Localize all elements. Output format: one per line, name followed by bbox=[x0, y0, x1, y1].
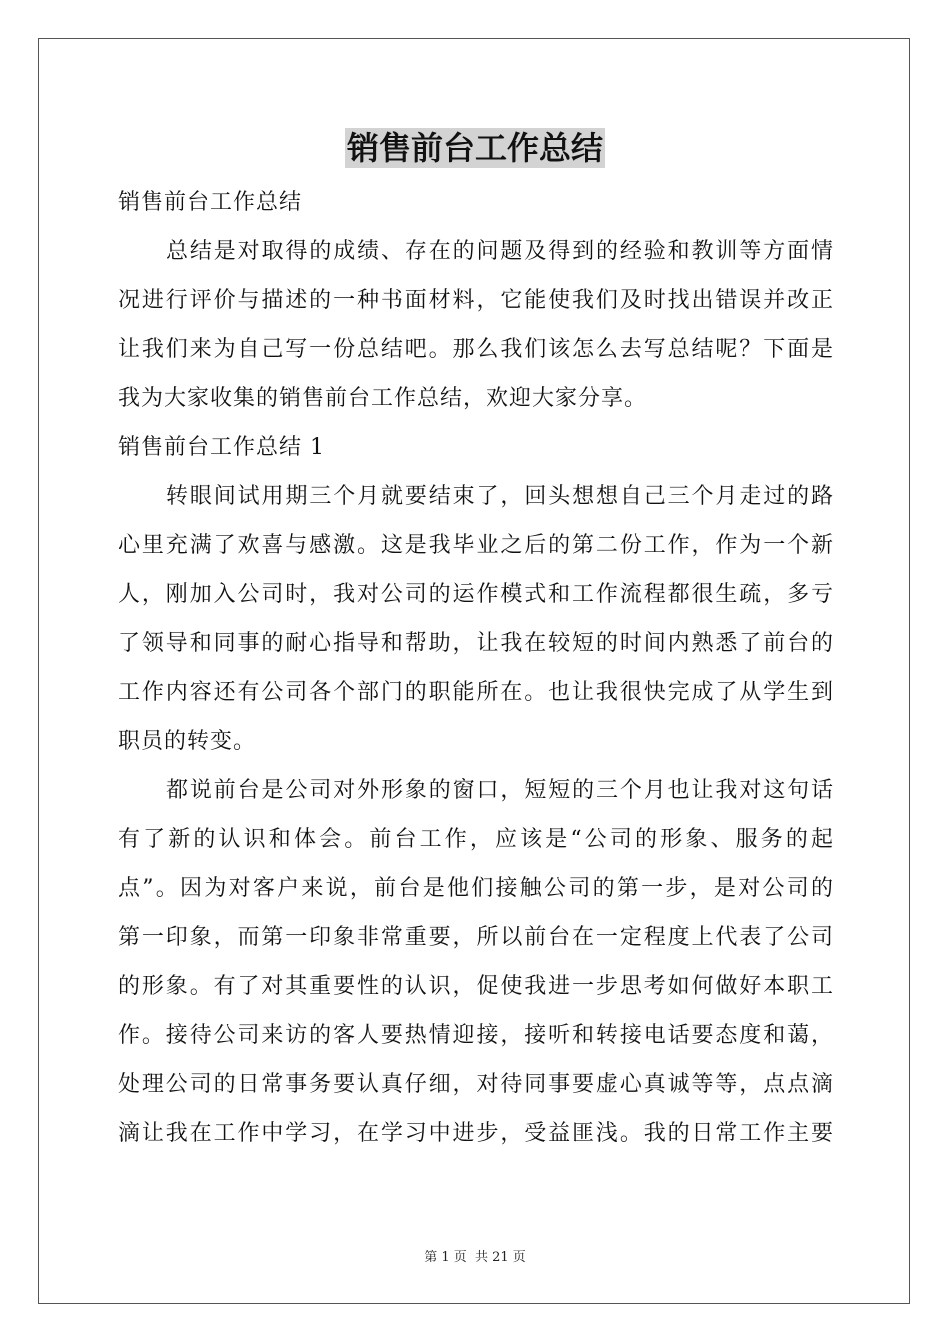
section-heading: 销售前台工作总结 bbox=[118, 190, 303, 215]
text-line: 让我们来为自己写一份总结吧。那么我们该怎么去写总结呢？下面是 bbox=[118, 337, 834, 362]
text-line: 我为大家收集的销售前台工作总结，欢迎大家分享。 bbox=[118, 386, 648, 411]
document-title: 销售前台工作总结 bbox=[346, 129, 603, 167]
page-total: 共 21 页 bbox=[474, 1250, 526, 1265]
document-body bbox=[118, 178, 834, 1158]
text-line: 人，刚加入公司时，我对公司的运作模式和工作流程都很生疏，多亏 bbox=[118, 582, 834, 607]
text-line: 处理公司的日常事务要认真仔细，对待同事要虚心真诚等等，点点滴 bbox=[118, 1072, 834, 1097]
title-container bbox=[0, 128, 950, 168]
text-line: 心里充满了欢喜与感激。这是我毕业之后的第二份工作，作为一个新 bbox=[118, 533, 834, 558]
text-line: 转眼间试用期三个月就要结束了，回头想想自己三个月走过的路 bbox=[166, 484, 834, 509]
text-line: 了领导和同事的耐心指导和帮助，让我在较短的时间内熟悉了前台的 bbox=[118, 631, 834, 656]
text-line: 的形象。有了对其重要性的认识，促使我进一步思考如何做好本职工 bbox=[118, 974, 834, 999]
text-line: 况进行评价与描述的一种书面材料，它能使我们及时找出错误并改正 bbox=[118, 288, 834, 313]
text-line: 点”。因为对客户来说，前台是他们接触公司的第一步，是对公司的 bbox=[118, 876, 834, 901]
section-heading: 销售前台工作总结 1 bbox=[118, 435, 325, 460]
page-number: 第 1 页 bbox=[424, 1250, 467, 1265]
text-line: 都说前台是公司对外形象的窗口，短短的三个月也让我对这句话 bbox=[166, 778, 834, 803]
page-footer bbox=[0, 1246, 950, 1265]
text-line: 作。接待公司来访的客人要热情迎接，接听和转接电话要态度和蔼， bbox=[118, 1023, 834, 1048]
text-line: 工作内容还有公司各个部门的职能所在。也让我很快完成了从学生到 bbox=[118, 680, 834, 705]
text-line: 职员的转变。 bbox=[118, 729, 257, 754]
text-line: 有了新的认识和体会。前台工作，应该是“公司的形象、服务的起 bbox=[118, 827, 834, 852]
text-line: 总结是对取得的成绩、存在的问题及得到的经验和教训等方面情 bbox=[166, 239, 834, 264]
text-line: 滴让我在工作中学习，在学习中进步，受益匪浅。我的日常工作主要 bbox=[118, 1121, 834, 1146]
text-line: 第一印象，而第一印象非常重要，所以前台在一定程度上代表了公司 bbox=[118, 925, 834, 950]
